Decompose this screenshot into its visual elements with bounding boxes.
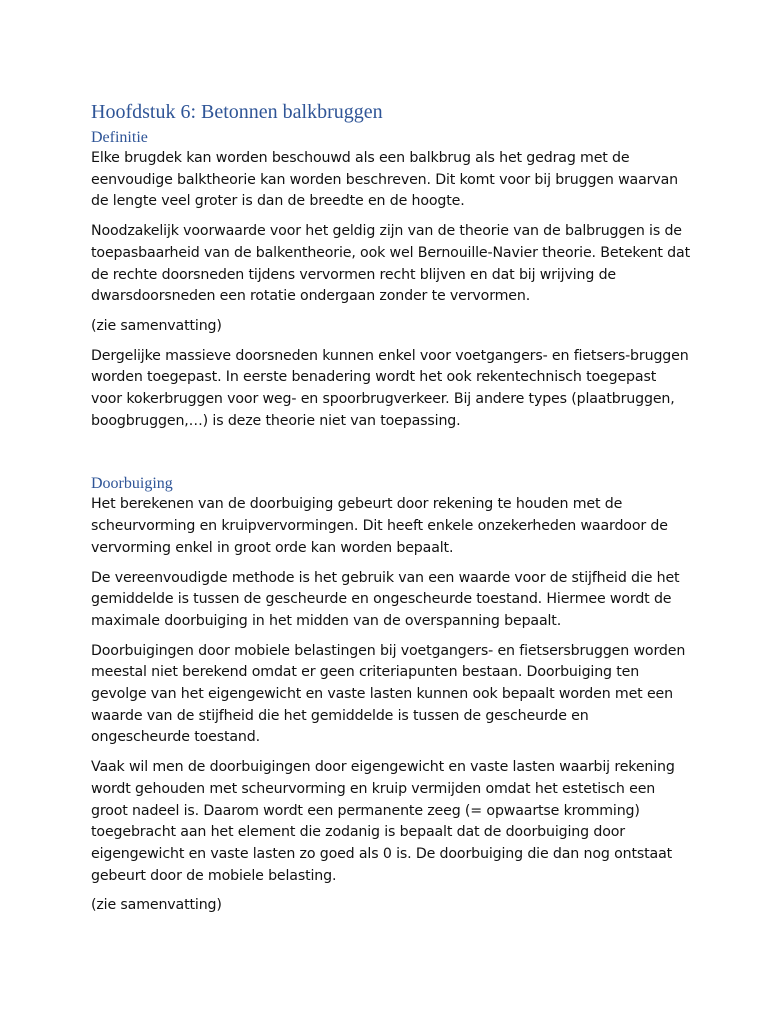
paragraph: Vaak wil men de doorbuigingen door eigengewicht en vaste lasten waarbij rekening wordt gehouden met scheurvorming en kruip vermijden omdat het estetisch een groot nadeel is. Daarom wordt een permanente zeeg (= opwaartse kromming) toegebracht aan het element die zodanig is bepaalt dat de doorbuiging door eigengewicht en vaste lasten zo goed als 0 is. De doorbuiging die dan nog ontstaat gebeurt door de mobiele belasting. bbox=[91, 759, 675, 884]
paragraph: Elke brugdek kan worden beschouwd als een balkbrug als het gedrag met de eenvoudige balktheorie kan worden beschreven. Dit komt voor bij bruggen waarvan de lengte veel groter is dan de breedte en de hoogte. bbox=[91, 150, 678, 210]
paragraph: Doorbuigingen door mobiele belastingen bij voetgangers- en fietsersbruggen worden meestal niet berekend omdat er geen criteriapunten bestaan. Doorbuiging ten gevolge van het eigengewicht en vaste lasten kunnen ook bepaalt worden met een waarde van de stijfheid die het gemiddelde is tussen de gescheurde en ongescheurde toestand. bbox=[91, 642, 686, 746]
paragraph-reference: (zie samenvatting) bbox=[91, 897, 222, 914]
paragraph: Dergelijke massieve doorsneden kunnen enkel voor voetgangers- en fietsers-bruggen worden toegepast. In eerste benadering wordt het ook rekentechnisch toegepast voor kokerbruggen voor weg- en spoorbrugverkeer. Bij andere types (plaatbruggen, boogbruggen,…) is deze theorie niet van toepassing. bbox=[91, 347, 689, 429]
paragraph: De vereenvoudigde methode is het gebruik van een waarde voor de stijfheid die het gemiddelde is tussen de gescheurde en ongescheurde toestand. Hiermee wordt de maximale doorbuiging in het midden van de overspanning bepaalt. bbox=[91, 569, 680, 629]
paragraph: Noodzakelijk voorwaarde voor het geldig zijn van de theorie van de balbruggen is de toepasbaarheid van de balkentheorie, ook wel Bernouille-Navier theorie. Betekent dat de rechte doorsneden tijdens vervormen recht blijven en dat bij wrijving de dwarsdoorsneden een rotatie ondergaan zonder te vervormen. bbox=[91, 223, 690, 305]
section-heading-definitie: Definitie bbox=[91, 129, 148, 146]
section-heading-doorbuiging: Doorbuiging bbox=[91, 475, 173, 493]
chapter-title: Hoofdstuk 6: Betonnen balkbruggen bbox=[91, 101, 383, 123]
paragraph: Het berekenen van de doorbuiging gebeurt door rekening te houden met de scheurvorming en kruipvervormingen. Dit heeft enkele onzekerheden waardoor de vervorming enkel in groot orde kan worden bepaalt. bbox=[91, 496, 668, 556]
paragraph-reference: (zie samenvatting) bbox=[91, 317, 222, 334]
document-content bbox=[91, 98, 691, 925]
section-spacer bbox=[91, 440, 691, 474]
